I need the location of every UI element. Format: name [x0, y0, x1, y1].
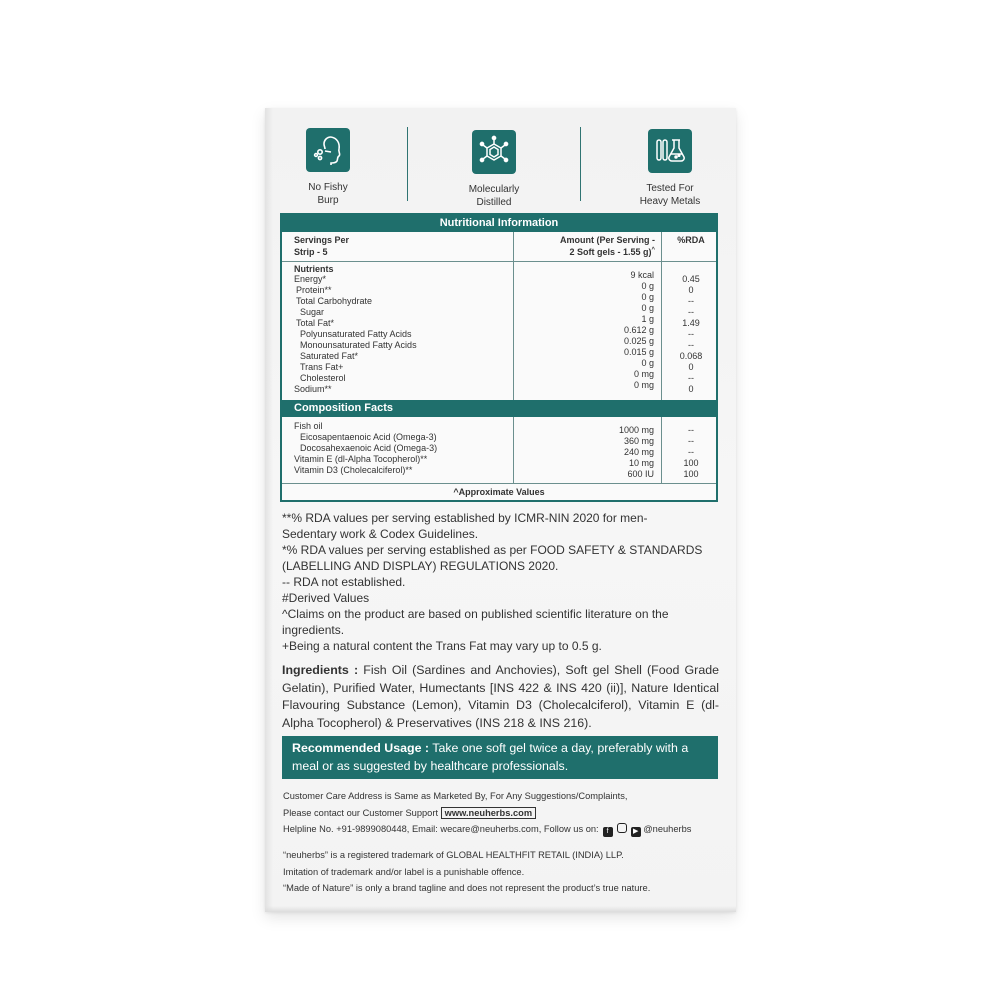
- customer-care-line: Customer Care Address is Same as Marketed By, For Any Suggestions/Complaints,: [283, 791, 628, 801]
- nutrient-name: Protein**: [296, 285, 332, 295]
- footer-divider: [282, 483, 716, 484]
- nutrient-rda: 1.49: [682, 318, 700, 328]
- nutrient-rda: --: [688, 373, 694, 383]
- feature-no-fishy-burp: [268, 128, 388, 207]
- instagram-icon[interactable]: [617, 823, 627, 833]
- nutrient-name: Monounsaturated Fatty Acids: [300, 340, 417, 350]
- feature-line1: No Fishy: [308, 182, 348, 193]
- footnote: *% RDA values per serving established as per FOOD SAFETY & STANDARDS: [282, 543, 703, 557]
- feature-tested-heavy-metals: [610, 129, 730, 208]
- rda-footnotes: [282, 510, 722, 654]
- nutrition-table: [280, 213, 718, 502]
- facebook-icon[interactable]: f: [603, 827, 613, 837]
- usage-text: Take one soft gel twice a day, preferably with a meal or as suggested by healthcare professionals.: [292, 741, 689, 773]
- nutrient-amount: 9 kcal: [630, 270, 654, 280]
- nutrient-name: Sodium**: [294, 384, 332, 394]
- feature-divider: [407, 127, 408, 201]
- feature-line1: Molecularly: [468, 184, 520, 195]
- face-mouth-icon: [306, 128, 350, 172]
- composition-amount: 360 mg: [623, 436, 654, 446]
- feature-divider: [580, 127, 581, 201]
- nutrient-name: Cholesterol: [300, 373, 346, 383]
- nutrient-amount: 1 g: [641, 314, 654, 324]
- nutrient-amount: 0.025 g: [623, 336, 654, 346]
- footnote: (LABELLING AND DISPLAY) REGULATIONS 2020.: [282, 559, 559, 573]
- composition-name: Vitamin D3 (Cholecalciferol)**: [294, 465, 413, 475]
- footnote: #Derived Values: [282, 591, 370, 605]
- feature-line2: Heavy Metals: [639, 196, 701, 207]
- footnote: Sedentary work & Codex Guidelines.: [282, 527, 479, 541]
- nutrient-rda: 0: [688, 362, 694, 372]
- nutrient-rda: 0: [688, 384, 694, 394]
- nutrient-amount: 0.612 g: [623, 325, 654, 335]
- nutrient-name: Total Fat*: [296, 318, 335, 328]
- composition-rda: 100: [683, 458, 699, 468]
- column-divider: [513, 417, 514, 484]
- column-divider: [661, 417, 662, 484]
- composition-facts-title: Composition Facts: [282, 400, 716, 417]
- feature-molecularly-distilled: [434, 130, 554, 209]
- recommended-usage-banner: [282, 736, 718, 779]
- composition-rda: --: [688, 447, 694, 457]
- nutrient-rda: --: [688, 296, 694, 306]
- composition-amount: 10 mg: [628, 458, 654, 468]
- amount-header: Amount (Per Serving -: [559, 235, 655, 245]
- ingredients-label: Ingredients :: [282, 663, 359, 677]
- composition-name: Docosahexaenoic Acid (Omega-3): [300, 443, 438, 453]
- nutrient-amount: 0.015 g: [623, 347, 654, 357]
- lab-flask-icon: [648, 129, 692, 173]
- nutrient-amount: 0 g: [641, 292, 654, 302]
- rda-header: %RDA: [677, 235, 705, 245]
- nutrient-amount: 0 g: [641, 281, 654, 291]
- servings-value: Strip - 5: [294, 247, 328, 257]
- column-divider: [661, 232, 662, 400]
- composition-amount: 240 mg: [623, 447, 654, 457]
- footnote: +Being a natural content the Trans Fat may vary up to 0.5 g.: [282, 639, 602, 653]
- column-divider: [513, 232, 514, 400]
- ingredients-paragraph: [282, 662, 719, 732]
- website-link[interactable]: www.neuherbs.com: [441, 807, 536, 819]
- composition-rda: 100: [683, 469, 699, 479]
- box-side-shadow: [265, 108, 273, 912]
- nutrient-amount: 0 g: [641, 303, 654, 313]
- composition-amount: 600 IU: [627, 469, 654, 479]
- nutrient-name: Trans Fat+: [300, 362, 344, 372]
- nutrient-rda: 0.45: [682, 274, 700, 284]
- composition-rda: --: [688, 436, 694, 446]
- nutrient-rda: 0.068: [679, 351, 703, 361]
- molecule-icon: [472, 130, 516, 174]
- imitation-line: Imitation of trademark and/or label is a punishable offence.: [283, 867, 525, 877]
- feature-line2: Burp: [317, 195, 339, 206]
- footnote: -- RDA not established.: [282, 575, 406, 589]
- footnote: **% RDA values per serving established by ICMR-NIN 2020 for men-: [282, 511, 648, 525]
- amount-header-sub: 2 Soft gels - 1.55 g)^: [569, 247, 655, 257]
- footnote: ^Claims on the product are based on published scientific literature on the: [282, 607, 669, 621]
- nutrient-rda: --: [688, 307, 694, 317]
- header-divider: [282, 261, 716, 262]
- footnote: ingredients.: [282, 623, 345, 637]
- feature-line1: Tested For: [646, 183, 694, 194]
- nutrition-table-title: Nutritional Information: [282, 215, 716, 232]
- servings-label: Servings Per: [294, 235, 350, 245]
- usage-label: Recommended Usage :: [292, 741, 430, 755]
- nutrient-name: Energy*: [294, 274, 327, 284]
- trademark-line: “neuherbs” is a registered trademark of GLOBAL HEALTHFIT RETAIL (INDIA) LLP.: [283, 850, 624, 860]
- feature-line2: Distilled: [476, 197, 512, 208]
- approximate-values-note: ^Approximate Values: [453, 487, 545, 497]
- customer-support-line: Please contact our Customer Support www.neuherbs.com: [283, 805, 536, 822]
- nutrient-rda: --: [688, 340, 694, 350]
- nutrients-label: Nutrients: [294, 264, 334, 274]
- composition-rda: --: [688, 425, 694, 435]
- social-handle: @neuherbs: [643, 824, 692, 834]
- composition-name: Vitamin E (dl-Alpha Tocopherol)**: [294, 454, 428, 464]
- box-bottom-shadow: [265, 906, 736, 912]
- helpline-line: Helpline No. +91-9899080448, Email: wecare@neuherbs.com, Follow us on: f ▶ @neuherbs: [283, 824, 692, 835]
- tagline-disclaimer-line: “Made of Nature” is only a brand tagline and does not represent the product’s true nature.: [283, 883, 651, 893]
- nutrient-name: Total Carbohydrate: [296, 296, 373, 306]
- nutrient-rda: 0: [688, 285, 694, 295]
- nutrient-rda: --: [688, 329, 694, 339]
- nutrient-amount: 0 g: [641, 358, 654, 368]
- youtube-icon[interactable]: ▶: [631, 827, 641, 837]
- nutrient-name: Polyunsaturated Fatty Acids: [300, 329, 412, 339]
- composition-name: Fish oil: [294, 421, 323, 431]
- nutrient-name: Sugar: [300, 307, 325, 317]
- nutrient-amount: 0 mg: [633, 369, 654, 379]
- nutrient-amount: 0 mg: [633, 380, 654, 390]
- ingredients-text: Fish Oil (Sardines and Anchovies), Soft gel Shell (Food Grade Gelatin), Purified Water, Humectants [INS 422 & INS 420 (ii)], Nature Identical Flavouring Substance (Lemon), Vitamin D3 (Cholecalciferol), Vitamin E (dl-Alpha Tocopherol) & Preservatives (INS 218 & INS 216).: [282, 663, 719, 730]
- nutrient-name: Saturated Fat*: [300, 351, 359, 361]
- composition-name: Eicosapentaenoic Acid (Omega-3): [300, 432, 437, 442]
- composition-amount: 1000 mg: [618, 425, 654, 435]
